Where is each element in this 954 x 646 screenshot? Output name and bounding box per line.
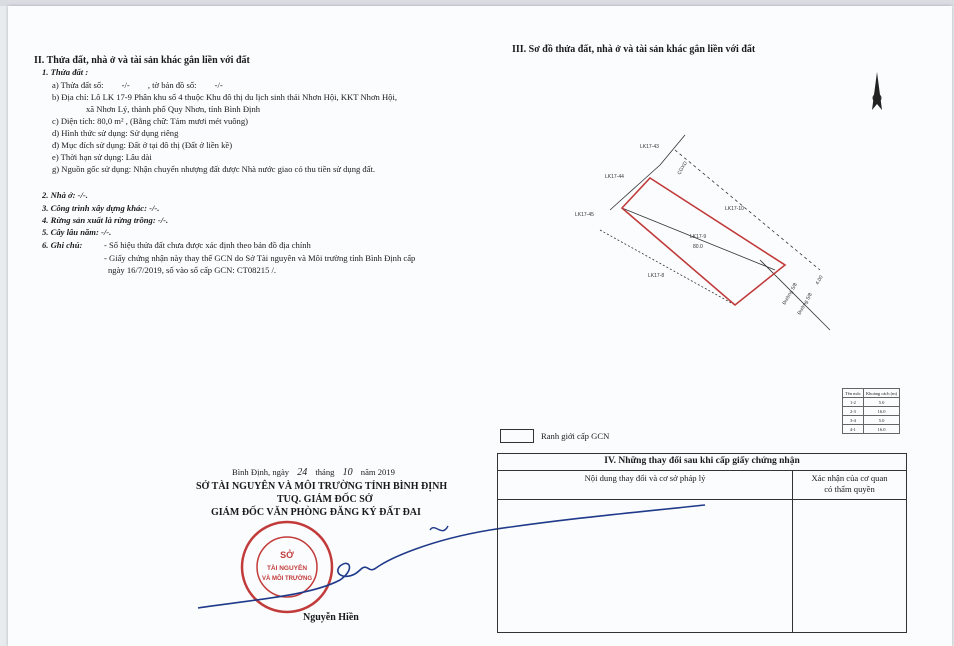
lot-label-45: LK17-45: [575, 212, 594, 218]
lot-label-10: LK17-10: [725, 206, 744, 212]
coord-cell: 3-4: [843, 416, 864, 425]
sign-date: [232, 467, 395, 478]
road-label-1: Đường 5/8: [796, 292, 814, 316]
date-day: 24: [297, 467, 308, 478]
usage-form-line: d) Hình thức sử dụng: Sử dụng riêng: [52, 128, 179, 138]
changes-col-content: Nội dung thay đổi và cơ sở pháp lý: [498, 471, 793, 500]
changes-table: [497, 453, 907, 633]
coord-cell: 16.0: [863, 407, 899, 416]
director-title: GIÁM ĐỐC VĂN PHÒNG ĐĂNG KÝ ĐẤT ĐAI: [211, 507, 421, 518]
parcel-number-value: -/-: [121, 80, 130, 90]
map-sheet-label: , tờ bản đồ số:: [147, 80, 197, 90]
boundary-top: [610, 165, 660, 210]
house-line: 2. Nhà ở: -/-.: [42, 190, 88, 200]
road-label-2: Đường 5/8: [781, 282, 799, 306]
date-month-label: tháng: [315, 467, 335, 477]
deputy-title: TUQ. GIÁM ĐỐC SỞ: [277, 494, 373, 505]
lot-label-44: LK17-44: [605, 174, 624, 180]
coord-cell: 1-2: [843, 398, 864, 407]
section-ii-title: II. Thửa đất, nhà ở và tài sản khác gắn liền với đất: [34, 55, 250, 66]
parcel-diagram: [560, 130, 840, 340]
changes-confirm-cell: [793, 500, 907, 633]
usage-purpose-line: đ) Mục đích sử dụng: Đất ở tại đô thị (Đất ở liền kề): [52, 140, 233, 150]
parcel-number-row: [52, 80, 239, 91]
address-line-1: b) Địa chỉ: Lô LK 17-9 Phân khu số 4 thuộc Khu đô thị du lịch sinh thái Nhơn Hội, KKT Nhơn Hội,: [52, 92, 398, 102]
note-1: - Số hiệu thửa đất chưa được xác định theo bản đồ địa chính: [104, 240, 311, 250]
issuing-org: SỞ TÀI NGUYÊN VÀ MÔI TRƯỜNG TỈNH BÌNH ĐỊNH: [196, 481, 448, 492]
coord-cell: 4-1: [843, 425, 864, 434]
usage-term-line: e) Thời hạn sử dụng: Lâu dài: [52, 152, 152, 162]
coord-cell: 5.0: [863, 416, 899, 425]
date-year: năm 2019: [360, 467, 395, 477]
coord-cell: 2-3: [843, 407, 864, 416]
construction-limit-label: CGXD: [676, 160, 689, 176]
lot-label-43: LK17-43: [640, 144, 659, 150]
lot-area-label: 80.0: [693, 244, 703, 250]
date-month: 10: [342, 467, 353, 478]
note-2: - Giấy chứng nhận này thay thế GCN do Sở Tài nguyên và Môi trường tỉnh Bình Định cấp: [104, 253, 416, 263]
legend-label: Ranh giới cấp GCN: [541, 431, 610, 441]
date-prefix: Bình Định, ngày: [232, 467, 290, 477]
svg-text:TÀI NGUYÊN: TÀI NGUYÊN: [266, 565, 308, 572]
coord-head-1: Tên mốc: [843, 389, 864, 398]
changes-content-cell: [498, 500, 793, 633]
coordinate-table: [842, 388, 900, 434]
coord-cell: 16.0: [863, 425, 899, 434]
note-label: 6. Ghi chú:: [42, 240, 83, 250]
section-iii-title: III. Sơ đồ thửa đất, nhà ở và tài sản khác gắn liền với đất: [512, 44, 756, 55]
land-heading: 1. Thửa đất :: [42, 67, 89, 77]
coord-cell: 5.0: [863, 398, 899, 407]
changes-col-confirm: [793, 471, 907, 500]
forest-line: 4. Rừng sản xuất là rừng trồng: -/-.: [42, 215, 169, 225]
confirm-line-1: Xác nhận của cơ quan: [811, 473, 888, 483]
address-line-2: xã Nhơn Lý, thành phố Quy Nhơn, tỉnh Bình Định: [86, 104, 261, 114]
lot-label-9: LK17-9: [690, 234, 707, 240]
svg-text:VÀ MÔI TRƯỜNG: VÀ MÔI TRƯỜNG: [261, 576, 313, 582]
road-width-label: 4.00: [814, 274, 825, 286]
map-sheet-value: -/-: [214, 80, 223, 90]
construction-line: 3. Công trình xây dựng khác: -/-.: [42, 203, 160, 213]
svg-text:SỞ: SỞ: [280, 550, 294, 560]
coord-head-2: Khoảng cách (m): [863, 389, 899, 398]
lot-label-8: LK17-8: [648, 273, 665, 279]
area-line: c) Diện tích: 80,0 m² , (Bằng chữ: Tám mươi mét vuông): [52, 116, 248, 126]
legend-swatch: [500, 429, 534, 443]
trees-line: 5. Cây lâu năm: -/-.: [42, 227, 112, 237]
north-arrow-icon: [866, 70, 888, 130]
parcel-number-label: a) Thửa đất số:: [52, 80, 104, 90]
changes-title: IV. Những thay đổi sau khi cấp giấy chứng nhận: [498, 454, 907, 471]
usage-origin-line: g) Nguồn gốc sử dụng: Nhận chuyển nhượng đất được Nhà nước giao có thu tiền sử dụng đất.: [52, 164, 376, 174]
signer-name: Nguyễn Hiền: [303, 612, 359, 623]
confirm-line-2: có thẩm quyền: [824, 484, 875, 494]
parcel-boundary: [622, 178, 785, 305]
note-3: ngày 16/7/2019, số vào sổ cấp GCN: CT08215 /.: [108, 265, 277, 275]
